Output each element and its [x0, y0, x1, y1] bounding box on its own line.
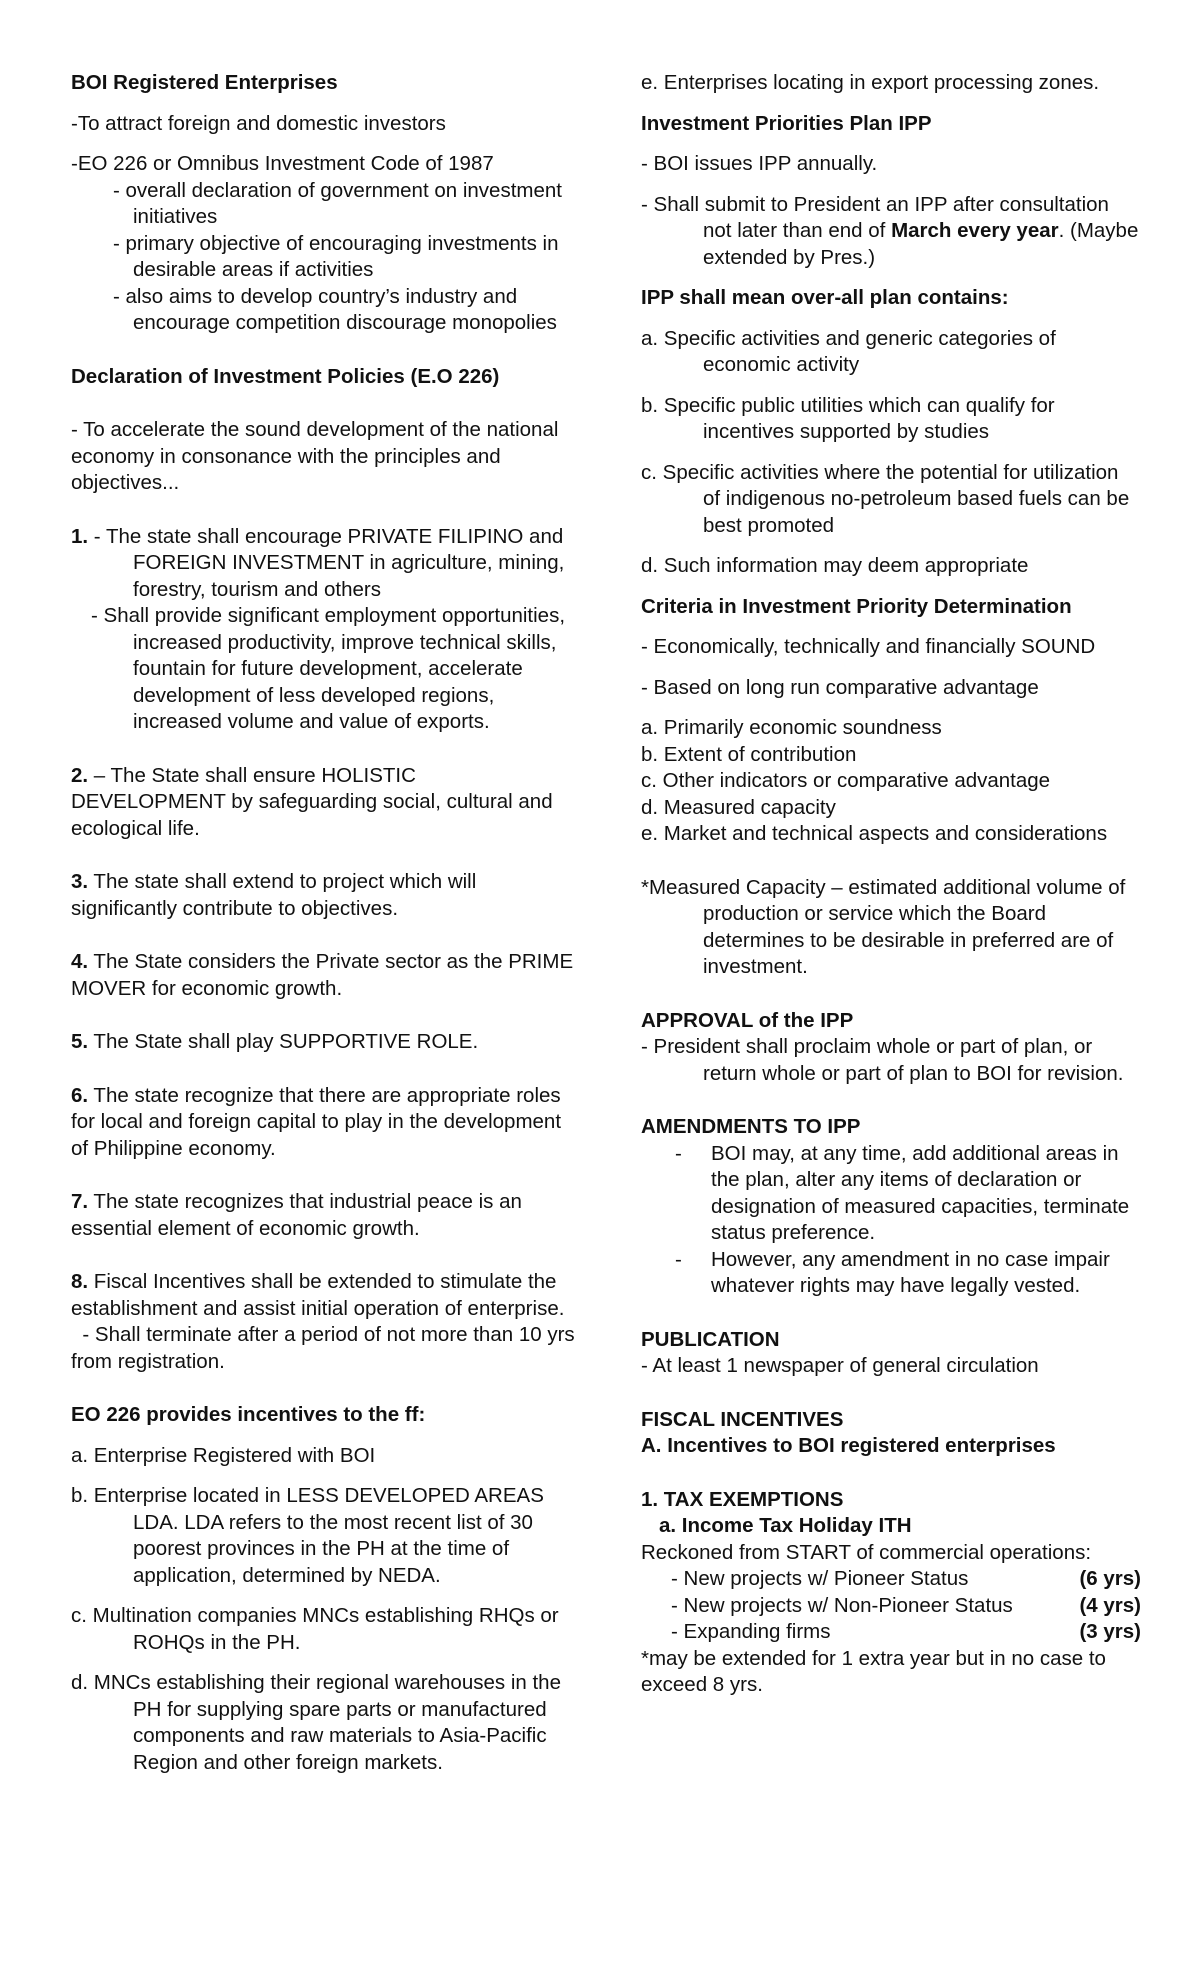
amendments-heading: AMENDMENTS TO IPP [641, 1115, 861, 1138]
policy-number: 7. [71, 1190, 89, 1213]
amendment-item [641, 1141, 1141, 1247]
ipp-mean-item: b. Specific public utilities which can qualify for incentives supported by studies [641, 393, 1055, 443]
dash-marker: - [675, 1141, 682, 1165]
ith-label: - New projects w/ Pioneer Status [671, 1567, 969, 1590]
incentive-item: b. Enterprise located in LESS DEVELOPED AREAS LDA. LDA refers to the most recent list of 30 poorest provinces in the PH at the time of application, determined by NEDA. [71, 1484, 544, 1587]
amendment-text: BOI may, at any time, add additional areas in the plan, alter any items of declaration or designation of measured capacities, terminate status preference. [711, 1141, 1130, 1244]
ith-note: *may be extended for 1 extra year but in no case to exceed 8 yrs. [641, 1646, 1106, 1696]
policy-text: Fiscal Incentives shall be extended to stimulate the establishment and assist initial operation of enterprise. [71, 1270, 565, 1320]
declaration-intro: - To accelerate the sound development of the national economy in consonance with the principles and objectives... [71, 418, 559, 494]
incentives-heading: EO 226 provides incentives to the ff: [71, 1403, 426, 1426]
ith-row [641, 1619, 1141, 1646]
tax-exemptions-heading: 1. TAX EXEMPTIONS [641, 1487, 844, 1511]
declaration-heading: Declaration of Investment Policies (E.O 226) [71, 364, 500, 388]
policy-number: 6. [71, 1083, 89, 1107]
policy-number: 5. [71, 1030, 89, 1053]
policy-number: 2. [71, 763, 89, 787]
ith-heading: a. Income Tax Holiday ITH [659, 1514, 912, 1537]
criteria-line: - Based on long run comparative advantage [641, 675, 1039, 699]
ipp-mean-heading: IPP shall mean over-all plan contains: [641, 286, 1009, 309]
policy-2 [71, 763, 576, 843]
incentive-item: d. MNCs establishing their regional warehouses in the PH for supplying spare parts or manufactured components and raw materials to Asia-Pacific Region and other foreign markets. [71, 1671, 561, 1774]
criteria-line: - Economically, technically and financially SOUND [641, 635, 1096, 658]
ith-label: - Expanding firms [671, 1620, 831, 1643]
amendment-item [641, 1247, 1141, 1300]
eo226-point: - overall declaration of government on investment initiatives [113, 178, 562, 228]
policy-text: The state recognize that there are appropriate roles for local and foreign capital to play in the development of Philippine economy. [71, 1083, 562, 1160]
ipp-mean-item: d. Such information may deem appropriate [641, 554, 1029, 577]
amendment-text: However, any amendment in no case impair whatever rights may have legally vested. [711, 1247, 1110, 1297]
policy-text: The state shall extend to project which will significantly contribute to objectives. [71, 870, 477, 920]
criteria-item: b. Extent of contribution [641, 742, 857, 766]
policy-4 [71, 949, 576, 1002]
criteria-item: a. Primarily economic soundness [641, 716, 942, 739]
criteria-item: c. Other indicators or comparative advantage [641, 769, 1051, 792]
policy-number: 3. [71, 870, 89, 893]
ith-row [641, 1593, 1141, 1620]
incentive-item-e: e. Enterprises locating in export processing zones. [641, 71, 1100, 94]
ith-years: (3 yrs) [1079, 1620, 1141, 1643]
dash-marker: - [675, 1247, 682, 1271]
ipp-submit [641, 192, 1141, 272]
criteria-heading: Criteria in Investment Priority Determination [641, 594, 1072, 618]
policy-1 [71, 524, 576, 604]
policy-8 [71, 1269, 576, 1322]
policy-text: - The state shall encourage PRIVATE FILIPINO and FOREIGN INVESTMENT in agriculture, mining, forestry, tourism and others [88, 524, 565, 601]
ith-row [641, 1566, 1141, 1593]
fiscal-subheading: A. Incentives to BOI registered enterprises [641, 1434, 1056, 1457]
policy-text: – The State shall ensure HOLISTIC DEVELOPMENT by safeguarding social, cultural and ecological life. [71, 763, 553, 840]
boi-heading: BOI Registered Enterprises [71, 71, 338, 94]
policy-3 [71, 869, 576, 922]
ipp-mean-item: c. Specific activities where the potential for utilization of indigenous no-petroleum based fuels can be best promoted [641, 460, 1130, 537]
policy-1-sub: - Shall provide significant employment opportunities, increased productivity, improve technical skills, fountain for future development, accelerate development of less developed regions, increased volume and value of exports. [91, 604, 566, 733]
ith-years: (6 yrs) [1079, 1567, 1141, 1590]
policy-6 [71, 1083, 576, 1163]
measured-capacity-note: *Measured Capacity – estimated additional volume of production or service which the Board determines to be desirable in preferred are of investment. [641, 875, 1126, 978]
eo226-point: - also aims to develop country’s industry and encourage competition discourage monopolies [113, 284, 557, 334]
policy-number: 4. [71, 950, 89, 973]
policy-text: The State shall play SUPPORTIVE ROLE. [88, 1030, 479, 1053]
ipp-heading: Investment Priorities Plan IPP [641, 111, 932, 135]
attract-line: -To attract foreign and domestic investors [71, 111, 446, 135]
policy-text: The state recognizes that industrial peace is an essential element of economic growth. [71, 1190, 522, 1240]
ipp-submit-deadline: March every year [891, 219, 1059, 242]
criteria-item: e. Market and technical aspects and considerations [641, 822, 1108, 845]
policy-8-sub: - Shall terminate after a period of not more than 10 yrs from registration. [71, 1323, 581, 1373]
publication-heading: PUBLICATION [641, 1327, 780, 1351]
ipp-submit-text: - Shall submit to President an IPP after consultation not later than end of [641, 192, 1109, 242]
fiscal-heading: FISCAL INCENTIVES [641, 1407, 844, 1431]
right-column [641, 70, 1141, 1699]
approval-text: - President shall proclaim whole or part of plan, or return whole or part of plan to BOI for revision. [641, 1035, 1124, 1085]
ipp-annual: - BOI issues IPP annually. [641, 152, 878, 175]
policy-text: The State considers the Private sector as the PRIME MOVER for economic growth. [71, 950, 574, 1000]
eo226-point: - primary objective of encouraging investments in desirable areas if activities [113, 231, 559, 281]
policy-number: 8. [71, 1270, 89, 1293]
criteria-item: d. Measured capacity [641, 795, 836, 819]
ipp-submit-note: . (Maybe extended by Pres.) [703, 219, 1139, 269]
reckoned-text: Reckoned from START of commercial operations: [641, 1540, 1092, 1564]
approval-heading: APPROVAL of the IPP [641, 1008, 854, 1032]
ith-label: - New projects w/ Non-Pioneer Status [671, 1593, 1013, 1617]
ipp-mean-item: a. Specific activities and generic categories of economic activity [641, 326, 1056, 376]
policy-number: 1. [71, 524, 89, 548]
left-column [71, 70, 581, 1776]
policy-5 [71, 1029, 576, 1056]
eo226-line: -EO 226 or Omnibus Investment Code of 1987 [71, 152, 494, 175]
incentive-item: a. Enterprise Registered with BOI [71, 1443, 376, 1467]
incentive-item: c. Multination companies MNCs establishing RHQs or ROHQs in the PH. [71, 1604, 559, 1654]
policy-7 [71, 1189, 576, 1242]
ith-years: (4 yrs) [1079, 1593, 1141, 1617]
publication-text: - At least 1 newspaper of general circulation [641, 1354, 1039, 1377]
